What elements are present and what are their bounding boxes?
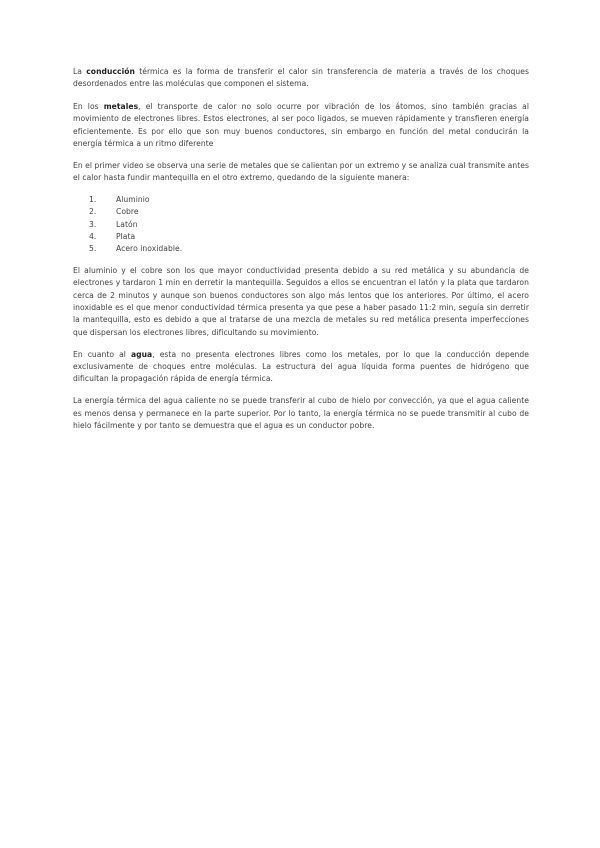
- bold-term-conduccion: conducción: [86, 67, 135, 76]
- bold-term-agua: agua: [130, 349, 153, 359]
- document-page: [73, 66, 529, 442]
- text-run: , el transporte de calor no solo ocurre por vibración de los átomos, sino también gracias al movimiento de electrones libres. Estos electrones, al ser poco ligados, se mueven rápidamente y transfieren energía eficientemente. Es por ello que son muy buenos conductores, sin embargo en función del metal conducirán la energía térmica a un ritmo diferente: [73, 101, 529, 149]
- list-label: Latón: [116, 219, 138, 229]
- text-run: , esta no presenta electrones libres como los metales, por lo que la conducción depende exclusivamente de choques entre moléculas. La estructura del agua líquida forma puentes de hidrógeno que dificultan la propagación rápida de energía térmica.: [73, 349, 530, 384]
- paragraph-water: [73, 349, 529, 386]
- text-run: En cuanto al: [73, 349, 131, 359]
- list-number: 1.: [89, 194, 97, 204]
- text-run: térmica es la forma de transferir el calor sin transferencia de materia a través de los choques desordenados entre las moléculas que componen el sistema.: [73, 67, 529, 89]
- list-item: [73, 219, 529, 231]
- list-label: Aluminio: [116, 194, 150, 204]
- paragraph-metals: [73, 101, 529, 151]
- list-label: Plata: [116, 231, 136, 241]
- list-item: [73, 231, 529, 243]
- list-item: [73, 194, 529, 206]
- text-run: La: [73, 67, 87, 76]
- text-run: En los: [73, 101, 104, 111]
- list-number: 3.: [89, 219, 97, 229]
- paragraph-conclusion: La energía térmica del agua caliente no se puede transferir al cubo de hielo por convección, ya que el agua caliente es menos densa y permanece en la parte superior. Por lo tanto, la energía térmica no se puede transmitir al cubo de hielo fácilmente y por tanto se demuestra que el agua es un conductor pobre.: [73, 396, 529, 431]
- list-label: Acero inoxidable.: [116, 244, 183, 254]
- metal-ranking-list: [73, 194, 529, 256]
- list-number: 2.: [89, 207, 97, 217]
- paragraph-results: El aluminio y el cobre son los que mayor conductividad presenta debido a su red metálica y su abundancia de electrones y tardaron 1 min en derretir la mantequilla. Seguidos a ellos se encuentran el latón y la plata que tardaron cerca de 2 minutos y aunque son buenos conductores son algo más lentos que los anteriores. Por último, el acero inoxidable es el que menor conductividad térmica presenta ya que pese a haber pasado 11:2 min, seguía sin derretir la mantequilla, esto es debido a que al tratarse de una mezcla de metales su red metálica presenta imperfecciones que dispersan los electrones libres, dificultando su movimiento.: [73, 265, 529, 337]
- list-item: [73, 206, 529, 218]
- paragraph-conduction: [73, 66, 529, 91]
- paragraph-video-experiment: En el primer video se observa una serie de metales que se calientan por un extremo y se analiza cual transmite antes el calor hasta fundir mantequilla en el otro extremo, quedando de la siguiente manera:: [73, 160, 530, 183]
- list-label: Cobre: [116, 207, 139, 217]
- list-item: [73, 243, 529, 255]
- list-number: 5.: [89, 244, 97, 254]
- list-number: 4.: [89, 231, 97, 241]
- bold-term-metales: metales: [103, 101, 139, 111]
